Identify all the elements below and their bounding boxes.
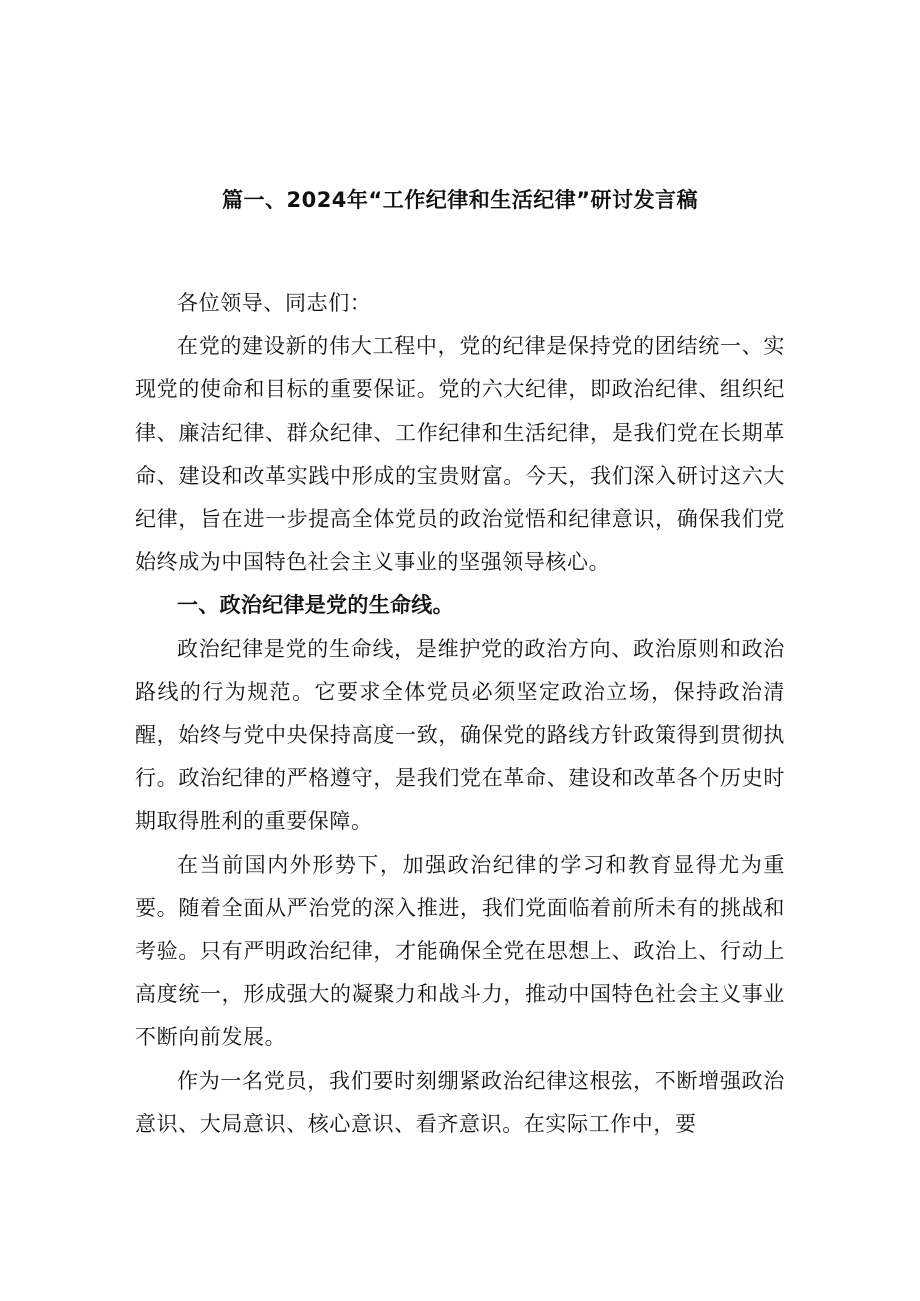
document-title: 篇一、2024年“工作纪律和生活纪律”研讨发言稿: [221, 188, 699, 212]
greeting-paragraph: 各位领导、同志们：: [177, 291, 372, 315]
body-paragraph: 政治纪律是党的生命线，是维护党的政治方向、政治原则和政治路线的行为规范。它要求全体党员必须坚定政治立场，保持政治清醒，始终与党中央保持高度一致，确保党的路线方针政策得到贯彻执行。政治纪律的严格遵守，是我们党在革命、建设和改革各个历史时期取得胜利的重要保障。: [135, 636, 785, 834]
document-body: [135, 282, 785, 1146]
body-paragraph: 在当前国内外形势下，加强政治纪律的学习和教育显得尤为重要。随着全面从严治党的深入推进，我们党面临着前所未有的挑战和考验。只有严明政治纪律，才能确保全党在思想上、政治上、行动上高度统一，形成强大的凝聚力和战斗力，推动中国特色社会主义事业不断向前发展。: [135, 852, 785, 1050]
intro-paragraph: 在党的建设新的伟大工程中，党的纪律是保持党的团结统一、实现党的使命和目标的重要保证。党的六大纪律，即政治纪律、组织纪律、廉洁纪律、群众纪律、工作纪律和生活纪律，是我们党在长期革命、建设和改革实践中形成的宝贵财富。今天，我们深入研讨这六大纪律，旨在进一步提高全体党员的政治觉悟和纪律意识，确保我们党始终成为中国特色社会主义事业的坚强领导核心。: [135, 334, 785, 575]
section-heading: 一、政治纪律是党的生命线。: [177, 593, 454, 618]
body-paragraph: 作为一名党员，我们要时刻绷紧政治纪律这根弦，不断增强政治意识、大局意识、核心意识、看齐意识。在实际工作中，要: [135, 1068, 785, 1136]
